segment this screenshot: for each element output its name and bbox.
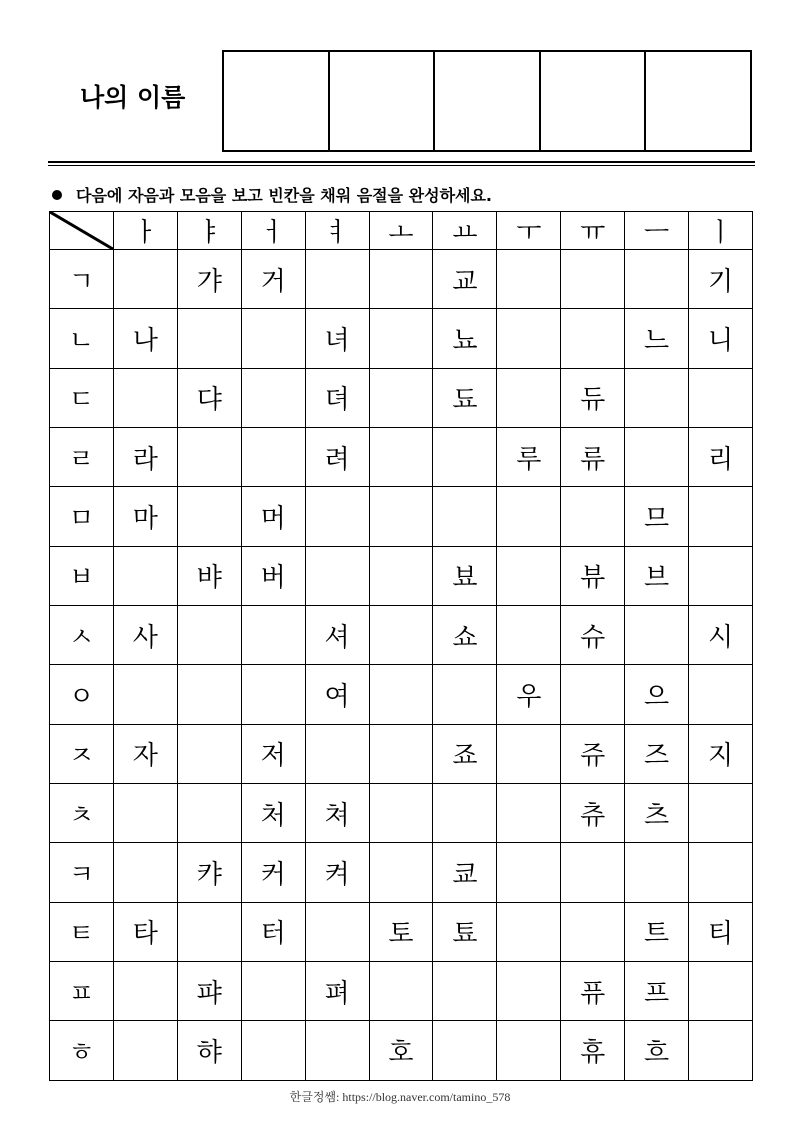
consonant-header: ㄹ (50, 428, 114, 487)
syllable-cell: 거 (241, 250, 305, 309)
vowel-header: ㅠ (561, 212, 625, 250)
blank-cell[interactable] (561, 843, 625, 902)
blank-cell[interactable] (369, 665, 433, 724)
blank-cell[interactable] (177, 428, 241, 487)
syllable-cell: 나 (113, 309, 177, 368)
table-row (50, 665, 753, 724)
blank-cell[interactable] (369, 368, 433, 427)
blank-cell[interactable] (305, 902, 369, 961)
blank-cell[interactable] (497, 250, 561, 309)
vowel-header: ㅗ (369, 212, 433, 250)
blank-cell[interactable] (369, 784, 433, 843)
syllable-cell: 햐 (177, 1021, 241, 1081)
syllable-cell: 자 (113, 724, 177, 783)
vowel-header: ㅛ (433, 212, 497, 250)
table-row (50, 487, 753, 546)
blank-cell[interactable] (113, 962, 177, 1021)
blank-cell[interactable] (369, 843, 433, 902)
blank-cell[interactable] (113, 843, 177, 902)
blank-cell[interactable] (177, 724, 241, 783)
blank-cell[interactable] (113, 250, 177, 309)
syllable-cell: 머 (241, 487, 305, 546)
diagonal-line-icon (50, 212, 113, 249)
blank-cell[interactable] (689, 784, 753, 843)
blank-cell[interactable] (497, 546, 561, 605)
blank-cell[interactable] (689, 487, 753, 546)
page-title: 나의 이름 (80, 83, 186, 112)
blank-cell[interactable] (689, 546, 753, 605)
divider (48, 165, 755, 166)
name-box-1[interactable] (224, 52, 330, 150)
blank-cell[interactable] (241, 428, 305, 487)
table-row (50, 546, 753, 605)
syllable-cell: 시 (689, 606, 753, 665)
syllable-cell: 댜 (177, 368, 241, 427)
syllable-cell: 우 (497, 665, 561, 724)
name-box-5[interactable] (646, 52, 750, 150)
blank-cell[interactable] (561, 487, 625, 546)
blank-cell[interactable] (241, 606, 305, 665)
syllable-cell: 뇨 (433, 309, 497, 368)
blank-cell[interactable] (113, 665, 177, 724)
blank-cell[interactable] (113, 546, 177, 605)
blank-cell[interactable] (305, 724, 369, 783)
blank-cell[interactable] (625, 606, 689, 665)
syllable-cell: 츠 (625, 784, 689, 843)
syllable-cell: 려 (305, 428, 369, 487)
consonant-header: ㅋ (50, 843, 114, 902)
blank-cell[interactable] (177, 606, 241, 665)
blank-cell[interactable] (369, 250, 433, 309)
syllable-cell: 토 (369, 902, 433, 961)
syllable-cell: 쥬 (561, 724, 625, 783)
syllable-cell: 저 (241, 724, 305, 783)
blank-cell[interactable] (497, 843, 561, 902)
syllable-cell: 느 (625, 309, 689, 368)
blank-cell[interactable] (177, 902, 241, 961)
blank-cell[interactable] (497, 962, 561, 1021)
blank-cell[interactable] (369, 962, 433, 1021)
table-row (50, 428, 753, 487)
syllable-cell: 슈 (561, 606, 625, 665)
consonant-header: ㅁ (50, 487, 114, 546)
blank-cell[interactable] (497, 309, 561, 368)
vowel-header: ㅣ (689, 212, 753, 250)
vowel-header: ㅕ (305, 212, 369, 250)
syllable-cell: 루 (497, 428, 561, 487)
blank-cell[interactable] (561, 902, 625, 961)
table-row (50, 843, 753, 902)
blank-cell[interactable] (369, 487, 433, 546)
syllable-cell: 흐 (625, 1021, 689, 1081)
blank-cell[interactable] (177, 665, 241, 724)
table-row (50, 784, 753, 843)
syllable-cell: 셔 (305, 606, 369, 665)
blank-cell[interactable] (305, 1021, 369, 1081)
consonant-header: ㄴ (50, 309, 114, 368)
instruction-text: 다음에 자음과 모음을 보고 빈칸을 채워 음절을 완성하세요. (76, 186, 493, 205)
blank-cell[interactable] (689, 1021, 753, 1081)
vowel-header: ㅏ (113, 212, 177, 250)
syllable-cell: 브 (625, 546, 689, 605)
table-row (50, 724, 753, 783)
name-box-2[interactable] (330, 52, 436, 150)
syllable-cell: 으 (625, 665, 689, 724)
instruction (52, 183, 492, 206)
table-row (50, 902, 753, 961)
syllable-cell: 쇼 (433, 606, 497, 665)
blank-cell[interactable] (369, 428, 433, 487)
syllable-cell: 교 (433, 250, 497, 309)
vowel-header: ㅜ (497, 212, 561, 250)
blank-cell[interactable] (177, 784, 241, 843)
blank-cell[interactable] (241, 1021, 305, 1081)
syllable-cell: 프 (625, 962, 689, 1021)
consonant-header: ㅇ (50, 665, 114, 724)
blank-cell[interactable] (561, 250, 625, 309)
blank-cell[interactable] (305, 250, 369, 309)
syllable-cell: 류 (561, 428, 625, 487)
syllable-cell: 휴 (561, 1021, 625, 1081)
table-row (50, 1021, 753, 1081)
blank-cell[interactable] (561, 665, 625, 724)
consonant-header: ㅅ (50, 606, 114, 665)
blank-cell[interactable] (241, 665, 305, 724)
blank-cell[interactable] (433, 665, 497, 724)
blank-cell[interactable] (497, 487, 561, 546)
blank-cell[interactable] (241, 309, 305, 368)
consonant-header: ㅍ (50, 962, 114, 1021)
syllable-cell: 뷰 (561, 546, 625, 605)
syllable-cell: 죠 (433, 724, 497, 783)
syllable-cell: 리 (689, 428, 753, 487)
blank-cell[interactable] (305, 487, 369, 546)
blank-cell[interactable] (241, 368, 305, 427)
name-boxes (222, 50, 752, 152)
blank-cell[interactable] (689, 665, 753, 724)
blank-cell[interactable] (625, 428, 689, 487)
blank-cell[interactable] (369, 606, 433, 665)
syllable-cell: 캬 (177, 843, 241, 902)
blank-cell[interactable] (497, 606, 561, 665)
blank-cell[interactable] (113, 1021, 177, 1081)
blank-cell[interactable] (305, 546, 369, 605)
blank-cell[interactable] (369, 724, 433, 783)
syllable-cell: 됴 (433, 368, 497, 427)
vowel-header: ㅑ (177, 212, 241, 250)
blank-cell[interactable] (369, 546, 433, 605)
consonant-header: ㅌ (50, 902, 114, 961)
corner-cell (50, 212, 114, 250)
syllable-cell: 티 (689, 902, 753, 961)
syllable-cell: 툐 (433, 902, 497, 961)
name-box-4[interactable] (541, 52, 647, 150)
vowel-header: ㅡ (625, 212, 689, 250)
blank-cell[interactable] (241, 962, 305, 1021)
syllable-cell: 터 (241, 902, 305, 961)
bullet-icon (52, 190, 62, 200)
consonant-header: ㅈ (50, 724, 114, 783)
blank-cell[interactable] (433, 962, 497, 1021)
syllable-cell: 트 (625, 902, 689, 961)
blank-cell[interactable] (689, 368, 753, 427)
table-row (50, 309, 753, 368)
syllable-cell: 펴 (305, 962, 369, 1021)
table-row (50, 368, 753, 427)
syllable-cell: 뵤 (433, 546, 497, 605)
blank-cell[interactable] (177, 309, 241, 368)
syllable-cell: 라 (113, 428, 177, 487)
syllable-cell: 처 (241, 784, 305, 843)
syllable-cell: 켜 (305, 843, 369, 902)
syllable-cell: 듀 (561, 368, 625, 427)
blank-cell[interactable] (369, 309, 433, 368)
vowel-header-row (50, 212, 753, 250)
syllable-cell: 지 (689, 724, 753, 783)
syllable-cell: 갸 (177, 250, 241, 309)
name-box-3[interactable] (435, 52, 541, 150)
blank-cell[interactable] (113, 784, 177, 843)
blank-cell[interactable] (625, 250, 689, 309)
blank-cell[interactable] (561, 309, 625, 368)
blank-cell[interactable] (497, 902, 561, 961)
syllable-cell: 퍄 (177, 962, 241, 1021)
blank-cell[interactable] (433, 784, 497, 843)
vowel-header: ㅓ (241, 212, 305, 250)
syllable-cell: 즈 (625, 724, 689, 783)
syllable-cell: 쿄 (433, 843, 497, 902)
syllable-cell: 타 (113, 902, 177, 961)
consonant-header: ㄱ (50, 250, 114, 309)
blank-cell[interactable] (625, 843, 689, 902)
syllable-cell: 기 (689, 250, 753, 309)
blank-cell[interactable] (433, 487, 497, 546)
blank-cell[interactable] (433, 428, 497, 487)
blank-cell[interactable] (113, 368, 177, 427)
blank-cell[interactable] (497, 1021, 561, 1081)
blank-cell[interactable] (689, 843, 753, 902)
syllable-cell: 퓨 (561, 962, 625, 1021)
syllable-cell: 호 (369, 1021, 433, 1081)
blank-cell[interactable] (625, 368, 689, 427)
syllable-cell: 여 (305, 665, 369, 724)
syllable-cell: 쳐 (305, 784, 369, 843)
blank-cell[interactable] (497, 724, 561, 783)
syllable-cell: 녀 (305, 309, 369, 368)
syllable-cell: 마 (113, 487, 177, 546)
divider (48, 161, 755, 163)
table-row (50, 606, 753, 665)
blank-cell[interactable] (433, 1021, 497, 1081)
consonant-header: ㄷ (50, 368, 114, 427)
syllable-cell: 버 (241, 546, 305, 605)
consonant-header: ㅂ (50, 546, 114, 605)
syllable-cell: 뱌 (177, 546, 241, 605)
consonant-header: ㅊ (50, 784, 114, 843)
syllable-cell: 사 (113, 606, 177, 665)
syllable-cell: 므 (625, 487, 689, 546)
consonant-header: ㅎ (50, 1021, 114, 1081)
blank-cell[interactable] (497, 368, 561, 427)
blank-cell[interactable] (689, 962, 753, 1021)
syllable-cell: 츄 (561, 784, 625, 843)
blank-cell[interactable] (177, 487, 241, 546)
table-row (50, 250, 753, 309)
syllable-cell: 뎌 (305, 368, 369, 427)
syllable-cell: 니 (689, 309, 753, 368)
blank-cell[interactable] (497, 784, 561, 843)
table-row (50, 962, 753, 1021)
syllable-table (49, 211, 753, 1081)
syllable-cell: 커 (241, 843, 305, 902)
footer-credit: 한글정쌤: https://blog.naver.com/tamino_578 (289, 1090, 511, 1104)
